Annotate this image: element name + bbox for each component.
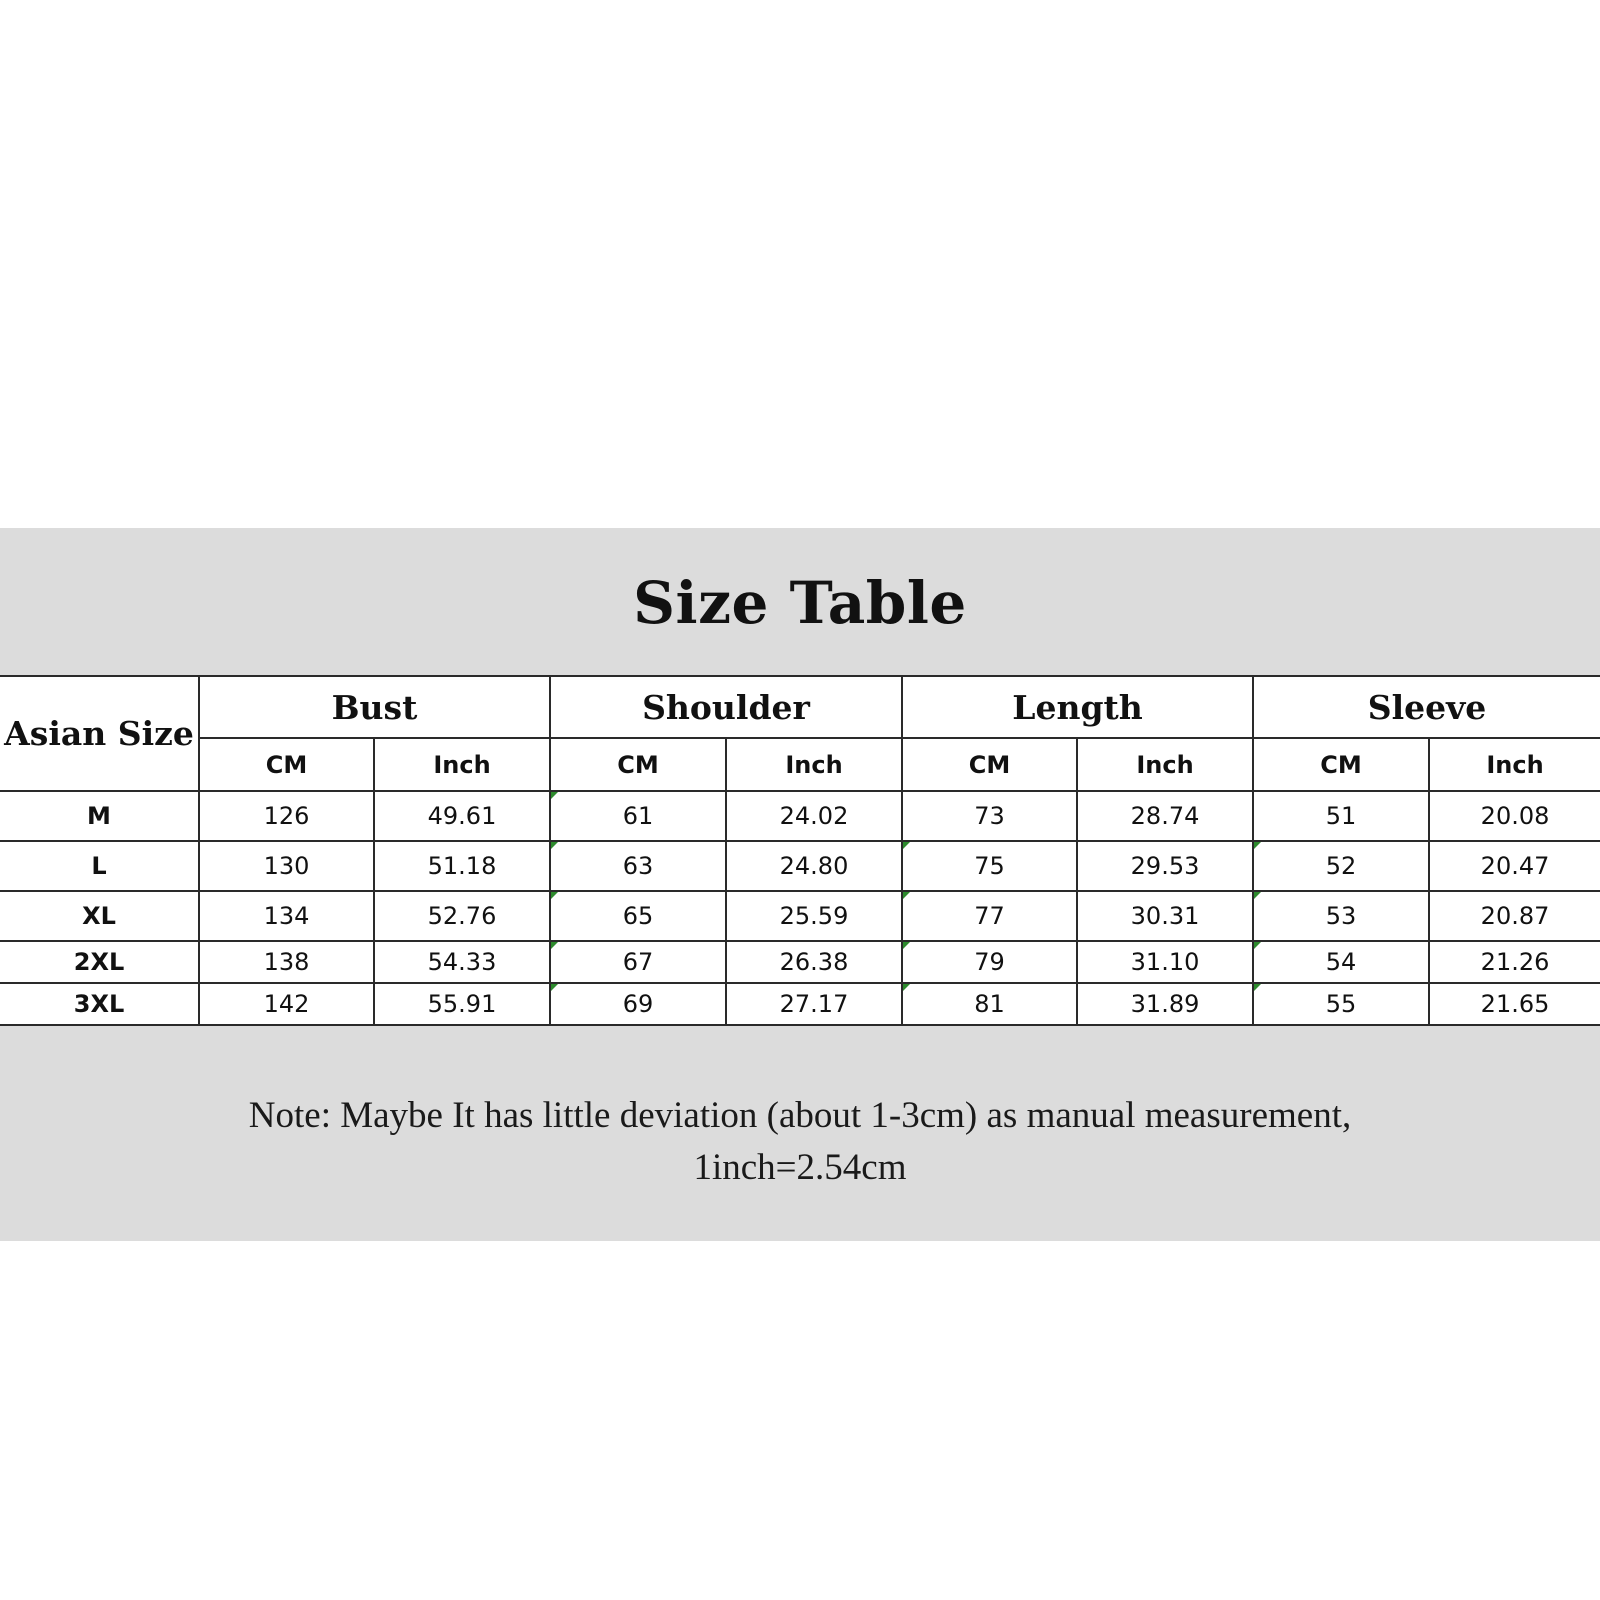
table-cell: 20.08 [1429, 791, 1600, 841]
table-cell: 138 [199, 941, 374, 983]
table-row [0, 983, 1600, 1025]
table-cell: 51 [1253, 791, 1429, 841]
sleeve-header: Sleeve [1253, 676, 1600, 738]
table-row [0, 791, 1600, 841]
table-cell: 130 [199, 841, 374, 891]
table-cell: 69 [550, 983, 726, 1025]
table-cell: 49.61 [374, 791, 550, 841]
table-cell: 54.33 [374, 941, 550, 983]
table-cell: 142 [199, 983, 374, 1025]
table-cell: 65 [550, 891, 726, 941]
table-cell: 30.31 [1077, 891, 1253, 941]
table-cell: 79 [902, 941, 1077, 983]
table-cell: 29.53 [1077, 841, 1253, 891]
table-cell: 25.59 [726, 891, 902, 941]
note-line-1: Note: Maybe It has little deviation (about 1-3cm) as manual measurement, [248, 1095, 1352, 1136]
size-label: 2XL [0, 941, 199, 983]
table-cell: 53 [1253, 891, 1429, 941]
table-cell: 52 [1253, 841, 1429, 891]
table-cell: 126 [199, 791, 374, 841]
asian-size-header: Asian Size [0, 676, 199, 791]
table-header-row [0, 676, 1600, 738]
table-cell: 73 [902, 791, 1077, 841]
table-cell: 21.26 [1429, 941, 1600, 983]
unit-header: CM [1253, 738, 1429, 791]
unit-header: CM [199, 738, 374, 791]
shoulder-header: Shoulder [550, 676, 902, 738]
bust-header: Bust [199, 676, 550, 738]
unit-header: CM [550, 738, 726, 791]
size-label: L [0, 841, 199, 891]
table-cell: 31.10 [1077, 941, 1253, 983]
table-cell: 51.18 [374, 841, 550, 891]
size-table [0, 675, 1600, 1026]
table-cell: 26.38 [726, 941, 902, 983]
note-line-2: 1inch=2.54cm [693, 1147, 907, 1188]
size-label: XL [0, 891, 199, 941]
unit-header: CM [902, 738, 1077, 791]
table-cell: 55.91 [374, 983, 550, 1025]
table-cell: 24.02 [726, 791, 902, 841]
table-cell: 20.47 [1429, 841, 1600, 891]
table-cell: 27.17 [726, 983, 902, 1025]
table-cell: 20.87 [1429, 891, 1600, 941]
table-cell: 31.89 [1077, 983, 1253, 1025]
table-cell: 24.80 [726, 841, 902, 891]
table-row [0, 891, 1600, 941]
table-cell: 77 [902, 891, 1077, 941]
unit-header: Inch [374, 738, 550, 791]
table-row [0, 941, 1600, 983]
unit-header-row [0, 738, 1600, 791]
table-cell: 21.65 [1429, 983, 1600, 1025]
table-cell: 134 [199, 891, 374, 941]
table-cell: 75 [902, 841, 1077, 891]
unit-header: Inch [726, 738, 902, 791]
page-title: Size Table [633, 569, 967, 637]
table-row [0, 841, 1600, 891]
table-cell: 55 [1253, 983, 1429, 1025]
table-cell: 28.74 [1077, 791, 1253, 841]
table-cell: 67 [550, 941, 726, 983]
table-cell: 61 [550, 791, 726, 841]
unit-header: Inch [1429, 738, 1600, 791]
unit-header: Inch [1077, 738, 1253, 791]
length-header: Length [902, 676, 1253, 738]
table-cell: 52.76 [374, 891, 550, 941]
measurement-note [0, 1090, 1600, 1194]
table-cell: 54 [1253, 941, 1429, 983]
size-label: 3XL [0, 983, 199, 1025]
table-cell: 63 [550, 841, 726, 891]
table-cell: 81 [902, 983, 1077, 1025]
size-label: M [0, 791, 199, 841]
